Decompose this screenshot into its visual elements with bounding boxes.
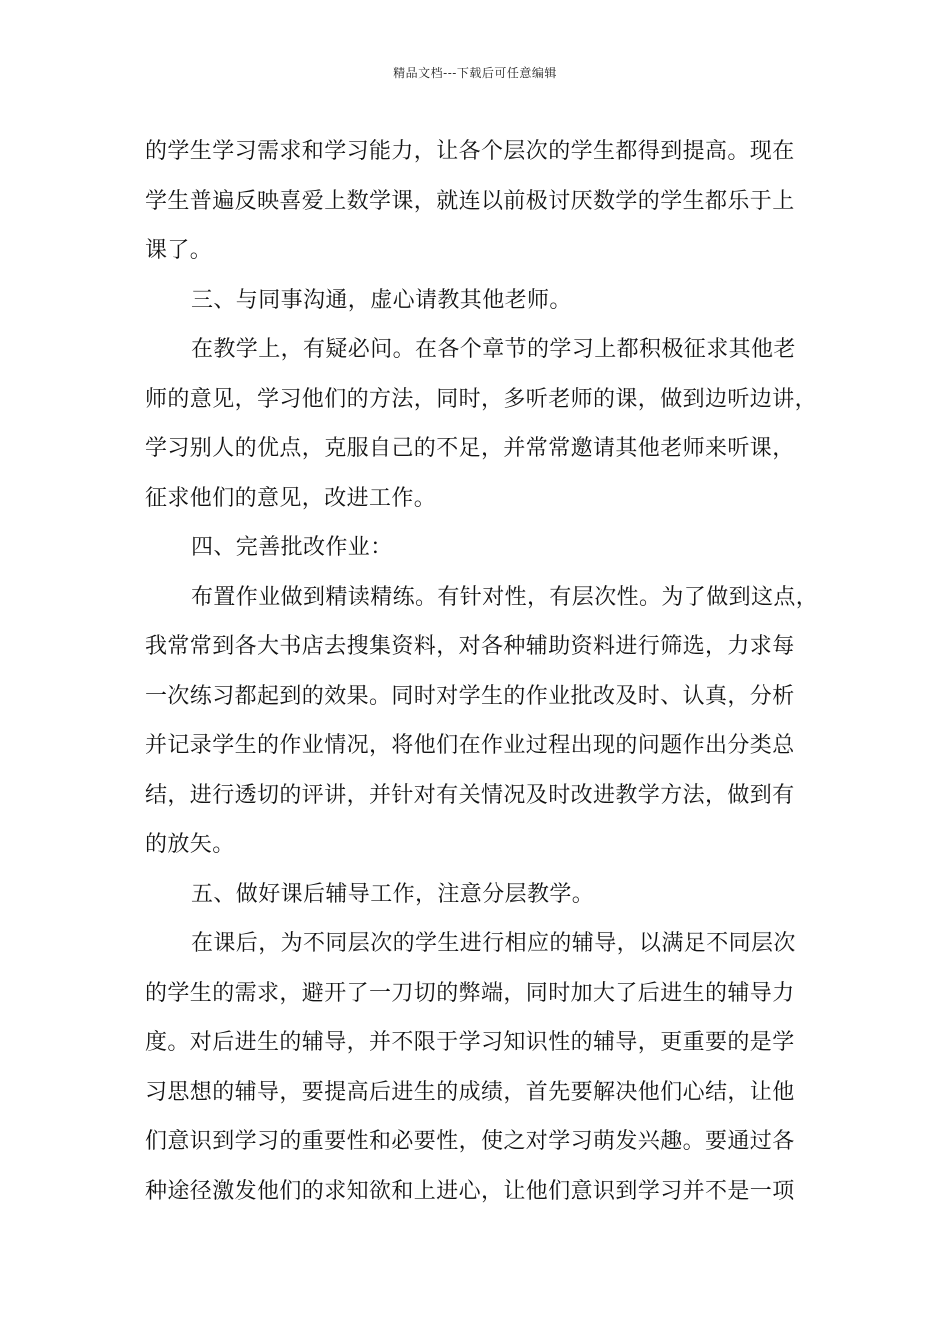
text-line: 习思想的辅导，要提高后进生的成绩，首先要解决他们心结，让他 xyxy=(145,1079,795,1105)
text-line: 在课后，为不同层次的学生进行相应的辅导，以满足不同层次 xyxy=(191,931,796,956)
text-line: 我常常到各大书店去搜集资料，对各种辅助资料进行筛选，力求每 xyxy=(145,634,795,659)
page-header: 精品文档---下载后可任意编辑 xyxy=(393,66,557,80)
section-heading: 五、做好课后辅导工作，注意分层教学。 xyxy=(191,881,595,907)
text-line: 种途径激发他们的求知欲和上进心，让他们意识到学习并不是一项 xyxy=(145,1178,795,1204)
text-line: 一次练习都起到的效果。同时对学生的作业批改及时、认真，分析 xyxy=(145,683,795,709)
text-line: 的学生的需求，避开了一刀切的弊端，同时加大了后进生的辅导力 xyxy=(145,980,795,1006)
text-line: 学生普遍反映喜爱上数学课，就连以前极讨厌数学的学生都乐于上 xyxy=(145,188,795,214)
text-line: 师的意见，学习他们的方法，同时，多听老师的课，做到边听边讲， xyxy=(145,386,818,412)
text-line: 结，进行透切的评讲，并针对有关情况及时改进教学方法，做到有 xyxy=(145,782,795,808)
text-line: 学习别人的优点，克服自己的不足，并常常邀请其他老师来听课， xyxy=(145,436,795,461)
text-line: 征求他们的意见，改进工作。 xyxy=(145,485,437,511)
text-line: 布置作业做到精读精练。有针对性，有层次性。为了做到这点， xyxy=(191,584,819,610)
section-heading: 三、与同事沟通，虚心请教其他老师。 xyxy=(191,287,572,313)
text-line: 并记录学生的作业情况，将他们在作业过程出现的问题作出分类总 xyxy=(145,733,795,758)
text-line: 课了。 xyxy=(145,238,213,263)
text-line: 们意识到学习的重要性和必要性，使之对学习萌发兴趣。要通过各 xyxy=(145,1129,795,1154)
text-line: 在教学上，有疑必问。在各个章节的学习上都积极征求其他老 xyxy=(191,337,796,362)
text-line: 度。对后进生的辅导，并不限于学习知识性的辅导，更重要的是学 xyxy=(145,1030,795,1055)
section-heading: 四、完善批改作业： xyxy=(191,535,393,560)
text-line: 的学生学习需求和学习能力，让各个层次的学生都得到提高。现在 xyxy=(145,139,795,164)
document-body xyxy=(145,127,819,1216)
text-line: 的放矢。 xyxy=(145,832,235,857)
